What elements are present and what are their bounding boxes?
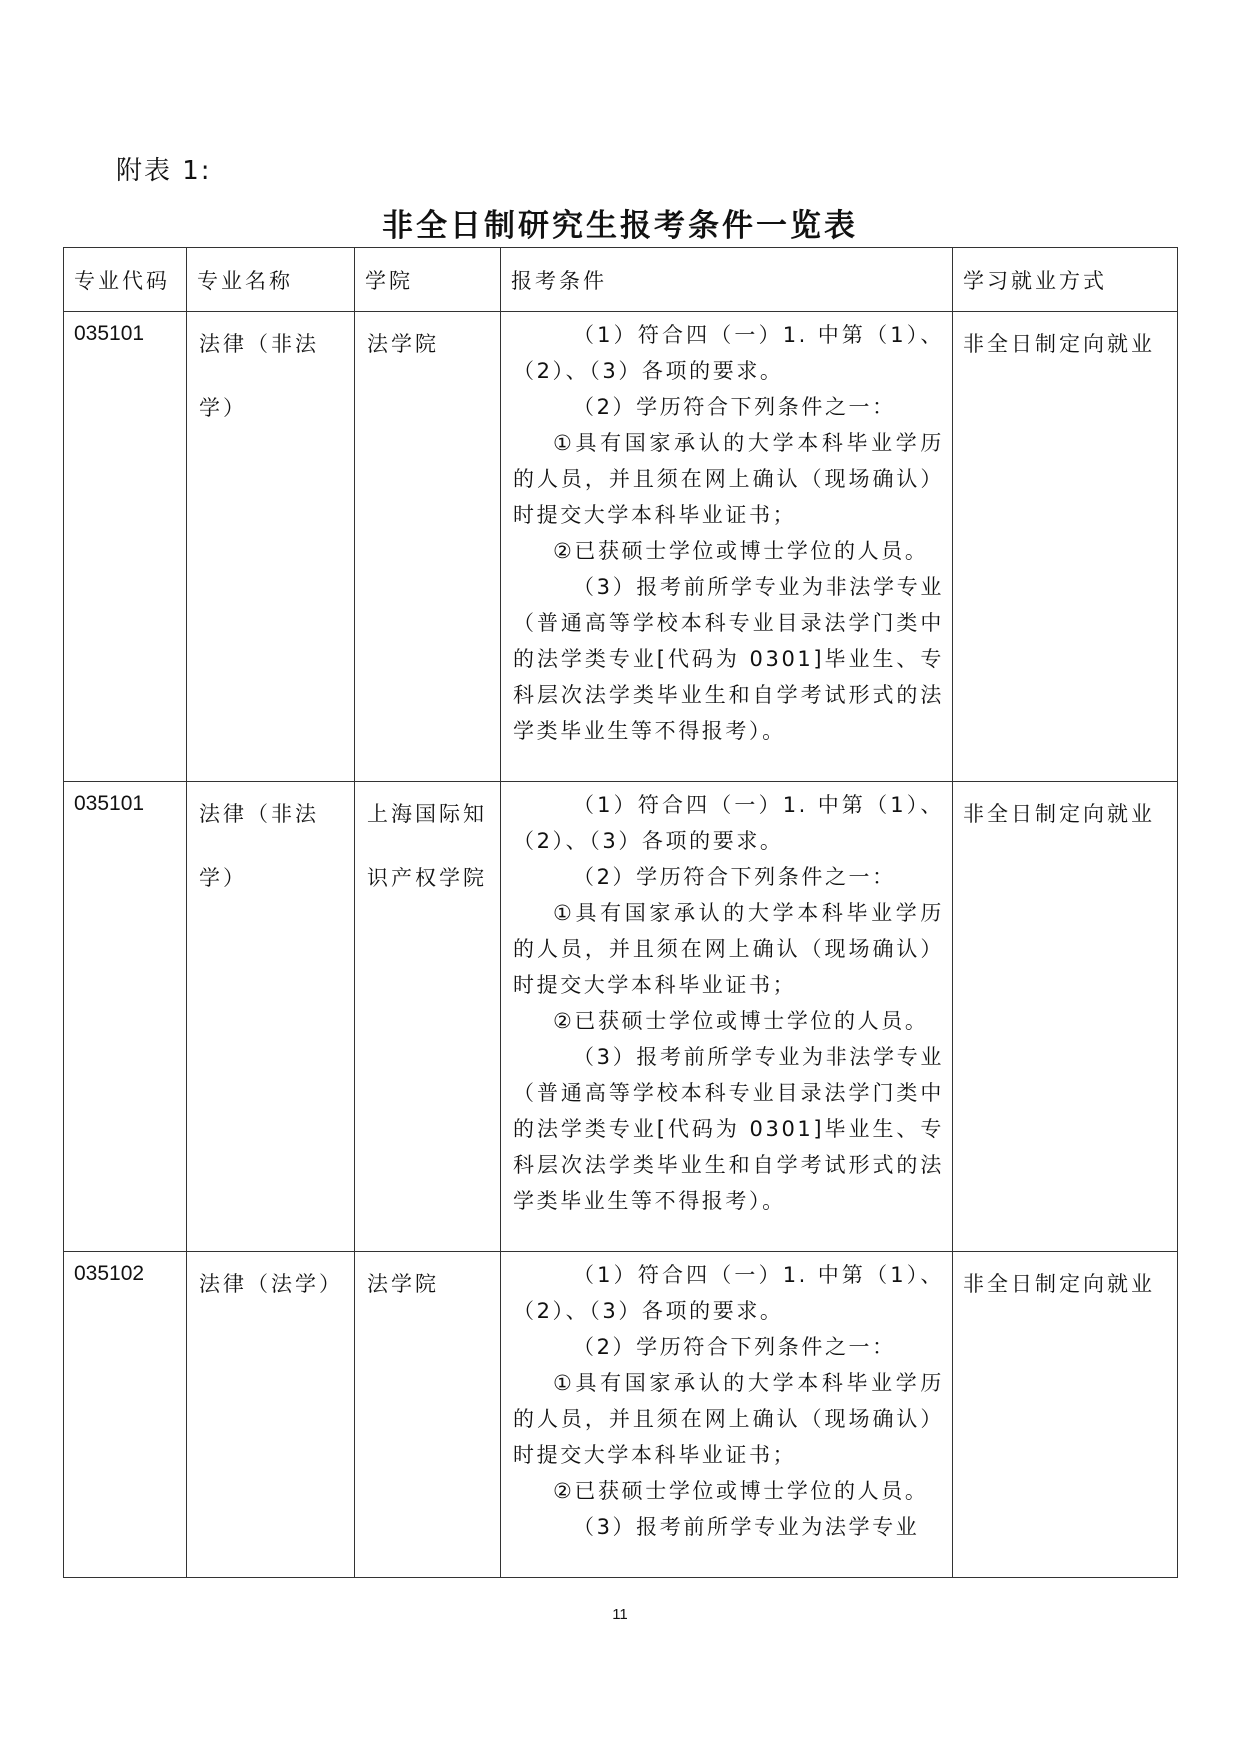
- condition-item: （1）符合四（一）1. 中第（1）、（2）、（3）各项的要求。: [513, 1263, 944, 1323]
- condition-item: （2）学历符合下列条件之一：: [573, 1335, 896, 1359]
- document-title: 非全日制研究生报考条件一览表: [382, 208, 858, 244]
- header-major: 专业名称: [187, 248, 355, 312]
- header-study-mode: 学习就业方式: [953, 248, 1178, 312]
- condition-item: ②已获硕士学位或博士学位的人员。: [553, 1479, 929, 1503]
- major-cell: [187, 312, 355, 782]
- condition-item: ①具有国家承认的大学本科毕业学历的人员，并且须在网上确认（现场确认）时提交大学本科毕业证书；: [513, 431, 944, 527]
- code-cell: [64, 782, 187, 1252]
- conditions-text: [501, 312, 952, 753]
- condition-item: （3）报考前所学专业为非法学专业（普通高等学校本科专业目录法学门类中的法学类专业[代码为 0301]毕业生、专科层次法学类毕业生和自学考试形式的法学类毕业生等不得报考）。: [513, 575, 944, 743]
- code-cell: [64, 312, 187, 782]
- table-row: [64, 782, 1178, 1252]
- table-row: [64, 312, 1178, 782]
- condition-item: （2）学历符合下列条件之一：: [573, 395, 896, 419]
- condition-item: ①具有国家承认的大学本科毕业学历的人员，并且须在网上确认（现场确认）时提交大学本科毕业证书；: [513, 901, 944, 997]
- major-cell: [187, 1252, 355, 1578]
- requirements-table: [63, 247, 1178, 1578]
- condition-item: ②已获硕士学位或博士学位的人员。: [553, 539, 929, 563]
- attachment-label: 附表 1:: [116, 156, 212, 186]
- major-code: 035101: [74, 322, 145, 345]
- mode-cell: [953, 1252, 1178, 1578]
- condition-item: （1）符合四（一）1. 中第（1）、（2）、（3）各项的要求。: [513, 323, 944, 383]
- conditions-cell: [501, 312, 953, 782]
- header-code: 专业代码: [64, 248, 187, 312]
- page-number: 11: [612, 1606, 628, 1623]
- condition-item: （2）学历符合下列条件之一：: [573, 865, 896, 889]
- conditions-cell: [501, 1252, 953, 1578]
- major-name: 法律（非法学）: [199, 802, 319, 890]
- major-code: 035101: [74, 792, 145, 815]
- college-cell: [355, 782, 501, 1252]
- college-cell: [355, 1252, 501, 1578]
- study-mode: 非全日制定向就业: [963, 1272, 1155, 1296]
- condition-item: （3）报考前所学专业为非法学专业（普通高等学校本科专业目录法学门类中的法学类专业[代码为 0301]毕业生、专科层次法学类毕业生和自学考试形式的法学类毕业生等不得报考）。: [513, 1045, 944, 1213]
- mode-cell: [953, 782, 1178, 1252]
- header-college: 学院: [355, 248, 501, 312]
- college-name: 法学院: [367, 332, 439, 356]
- major-cell: [187, 782, 355, 1252]
- major-name: 法律（法学）: [199, 1272, 343, 1296]
- condition-item: （3）报考前所学专业为法学专业: [573, 1515, 920, 1539]
- major-name: 法律（非法学）: [199, 332, 319, 420]
- study-mode: 非全日制定向就业: [963, 802, 1155, 826]
- college-name: 法学院: [367, 1272, 439, 1296]
- conditions-text: [501, 1252, 952, 1549]
- table-row: [64, 1252, 1178, 1578]
- college-cell: [355, 312, 501, 782]
- major-code: 035102: [74, 1262, 145, 1285]
- mode-cell: [953, 312, 1178, 782]
- college-name: 上海国际知识产权学院: [367, 802, 487, 890]
- code-cell: [64, 1252, 187, 1578]
- table-header-row: [64, 248, 1178, 312]
- header-conditions: 报考条件: [501, 248, 953, 312]
- condition-item: ①具有国家承认的大学本科毕业学历的人员，并且须在网上确认（现场确认）时提交大学本科毕业证书；: [513, 1371, 944, 1467]
- conditions-cell: [501, 782, 953, 1252]
- conditions-text: [501, 782, 952, 1223]
- condition-item: ②已获硕士学位或博士学位的人员。: [553, 1009, 929, 1033]
- condition-item: （1）符合四（一）1. 中第（1）、（2）、（3）各项的要求。: [513, 793, 944, 853]
- study-mode: 非全日制定向就业: [963, 332, 1155, 356]
